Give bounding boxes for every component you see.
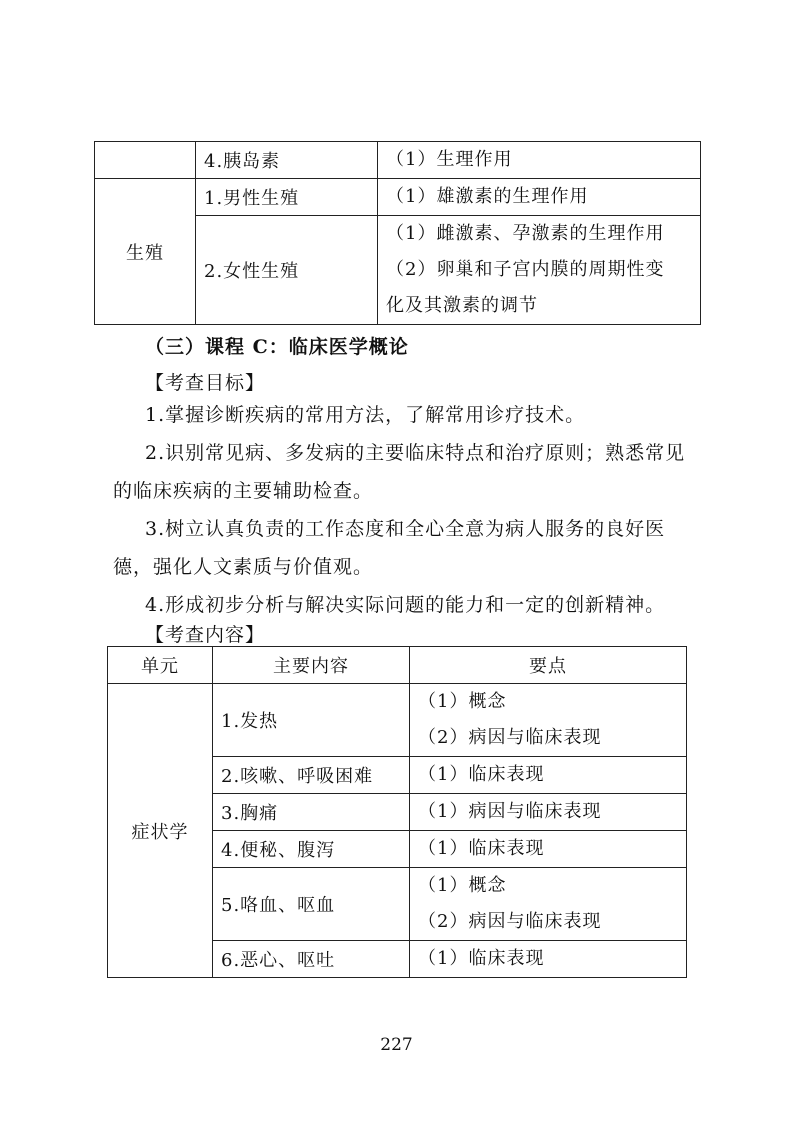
point-line: （2）病因与临床表现 [418,727,602,748]
points-cell [410,941,687,978]
point-line: （2）病因与临床表现 [418,911,602,932]
table-row [108,684,687,757]
content-cell: 3.胸痛 [213,794,410,831]
points-cell [410,757,687,794]
content-cell: 1.男性生殖 [196,179,378,216]
points-cell [410,794,687,831]
point-line: （1）概念 [418,875,507,896]
unit-cell-empty [95,142,196,179]
points-cell [410,868,687,941]
point-line: （1）雌激素、孕激素的生理作用 [386,223,665,244]
table-row [95,142,701,179]
objectives-label: 【考查目标】 [145,372,266,394]
point-line: （1）病因与临床表现 [418,801,602,822]
content-cell: 6.恶心、呕吐 [213,941,410,978]
objective-item: 4.形成初步分析与解决实际问题的能力和一定的创新精神。 [145,594,666,616]
header-cell-unit: 单元 [108,647,213,684]
points-cell [378,142,701,179]
point-line: （1）临床表现 [418,838,545,859]
point-line: 化及其激素的调节 [386,295,538,316]
content-cell: 1.发热 [213,684,410,757]
unit-cell-symptomatology: 症状学 [108,684,213,978]
point-line: （1）临床表现 [418,764,545,785]
table-row [95,179,701,216]
unit-cell-reproduction: 生殖 [95,179,196,325]
content-cell: 5.咯血、呕血 [213,868,410,941]
content-table [107,646,687,978]
content-label: 【考查内容】 [145,624,266,646]
content-cell: 4.便秘、腹泻 [213,831,410,868]
table-header-row [108,647,687,684]
point-line: （2）卵巢和子宫内膜的周期性变 [386,259,665,280]
content-cell: 2.咳嗽、呼吸困难 [213,757,410,794]
page-number: 227 [380,1035,413,1055]
content-cell: 4.胰岛素 [196,142,378,179]
point-line: （1）概念 [418,691,507,712]
point-line: （1）生理作用 [386,149,513,170]
table-continued [94,141,701,325]
objective-item: 3.树立认真负责的工作态度和全心全意为病人服务的良好医德，强化人文素质与价值观。 [113,518,666,578]
point-line: （1）雄激素的生理作用 [386,186,589,207]
section-title: （三）课程 C：临床医学概论 [145,336,409,358]
points-cell [378,216,701,325]
objective-item: 2.识别常见病、多发病的主要临床特点和治疗原则；熟悉常见的临床疾病的主要辅助检查。 [113,442,686,502]
objective-item: 1.掌握诊断疾病的常用方法，了解常用诊疗技术。 [145,404,586,426]
content-cell: 2.女性生殖 [196,216,378,325]
points-cell [378,179,701,216]
point-line: （1）临床表现 [418,948,545,969]
points-cell [410,831,687,868]
points-cell [410,684,687,757]
header-cell-points: 要点 [410,647,687,684]
header-cell-content: 主要内容 [213,647,410,684]
